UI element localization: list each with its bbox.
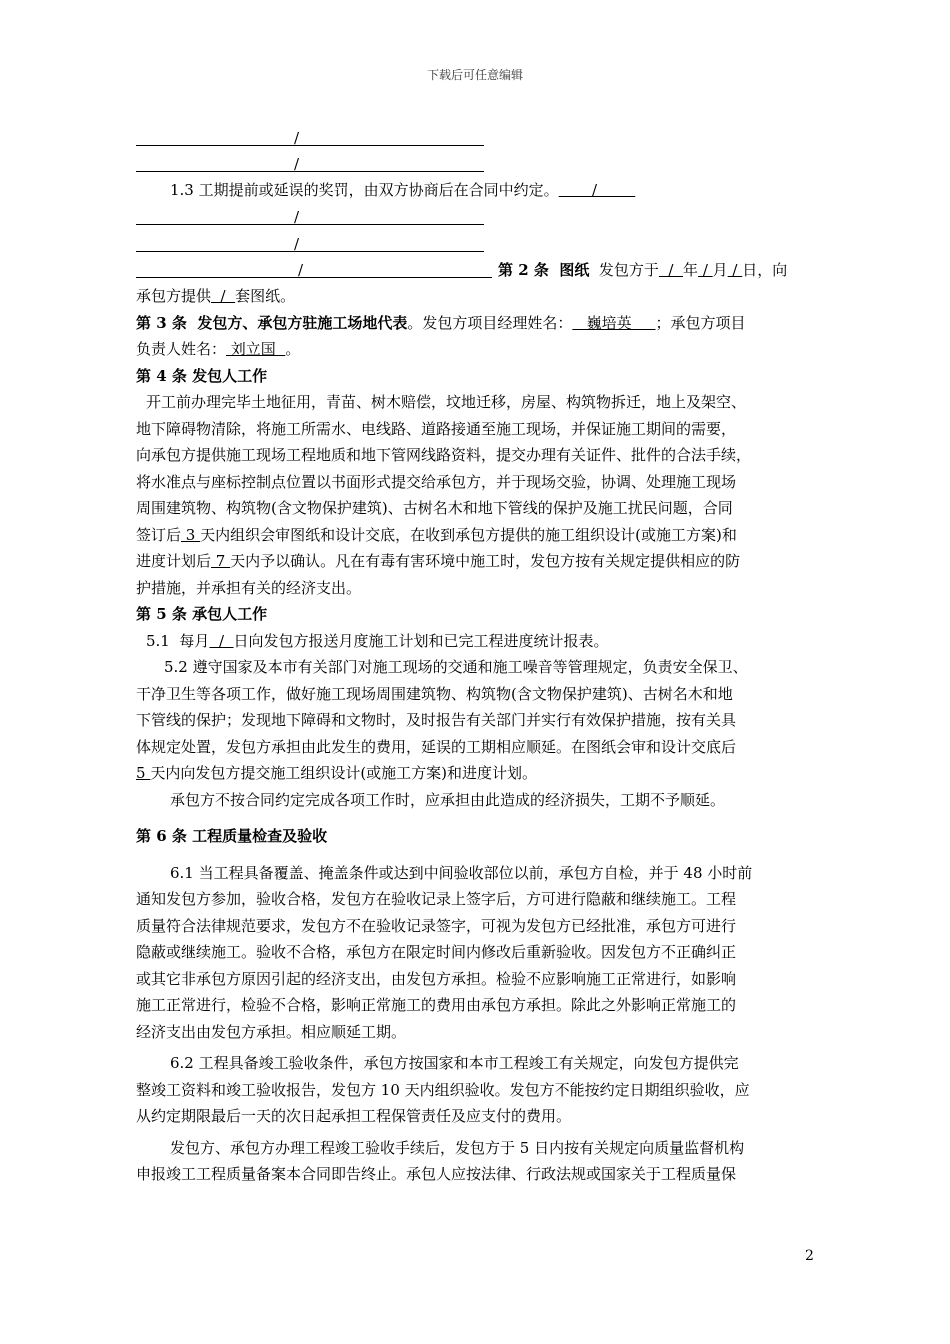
- paragraph-line: 进度计划后 7 天内予以确认。凡在有毒有害环境中施工时，发包方按有关规定提供相应的防: [136, 552, 741, 570]
- blank-line: [136, 151, 816, 178]
- paragraph-line: 施工正常进行，检验不合格，影响正常施工的费用由承包方承担。除此之外影响正常施工的: [136, 996, 737, 1014]
- paragraph-line: 申报竣工工程质量备案本合同即告终止。承包人应按法律、行政法规或国家关于工程质量保: [136, 1165, 737, 1183]
- paragraph-line: 签订后 3 天内组织会审图纸和设计交底，在收到承包方提供的施工组织设计(或施工方案)和: [136, 525, 737, 544]
- blank-slash: /: [294, 155, 300, 173]
- blank-line: [136, 230, 816, 257]
- clause-5-1: 5.1 每月 / 日向发包方报送月度施工计划和已完工程进度统计报表。: [146, 631, 609, 650]
- blank-field: /: [558, 181, 636, 199]
- paragraph-line: 护措施，并承担有关的经济支出。: [136, 578, 362, 597]
- blank-slash: /: [294, 128, 300, 147]
- clause-6-title: 第 6 条 工程质量检查及验收: [136, 827, 328, 845]
- contractor-rep-name: 刘立国: [226, 340, 286, 358]
- paragraph-line: 周围建筑物、构筑物(含文物保护建筑)、古树名木和地下管线的保护及施工扰民问题，合同: [136, 499, 733, 517]
- paragraph-line: 发包方、承包方办理工程竣工验收手续后，发包方于 5 日内按有关规定向质量监督机构: [170, 1138, 745, 1157]
- paragraph-line: 干净卫生等各项工作，做好施工现场周围建筑物、构筑物(含文物保护建筑)、古树名木和地: [136, 684, 733, 703]
- paragraph-line: 6.2 工程具备竣工验收条件，承包方按国家和本市工程竣工有关规定，向发包方提供完: [170, 1054, 739, 1072]
- blank-line: [136, 124, 816, 151]
- clause-2-title: 第 2 条 图纸: [498, 260, 590, 279]
- blank-slash: /: [298, 261, 304, 279]
- paragraph-line: 经济支出由发包方承担。相应顺延工期。: [136, 1022, 407, 1041]
- paragraph-line: 开工前办理完毕土地征用，青苗、树木赔偿，坟地迁移，房屋、构筑物拆迁，地上及架空、: [146, 393, 747, 411]
- blank-slash: /: [294, 208, 300, 226]
- paragraph-line: 5.2 遵守国家及本市有关部门对施工现场的交通和施工噪音等管理规定，负责安全保卫、: [164, 658, 748, 676]
- project-manager-name: 巍培英: [572, 313, 656, 332]
- clause-3-title: 第 3 条 发包方、承包方驻施工场地代表: [136, 313, 408, 332]
- clause-1-3: 1.3 工期提前或延误的奖罚，由双方协商后在合同中约定。 /: [170, 181, 636, 199]
- clause-2-line: / 第 2 条 图纸 发包方于 / 年 / 月 / 日，向: [136, 257, 816, 284]
- paragraph-line: 通知发包方参加，验收合格，发包方在验收记录上签字后，方可进行隐蔽和继续施工。工程: [136, 890, 737, 908]
- paragraph-line: 整竣工资料和竣工验收报告，发包方 10 天内组织验收。发包方不能按约定日期组织验收，应: [136, 1080, 750, 1099]
- paragraph-line: 体规定处置，发包方承担由此发生的费用，延误的工期相应顺延。在图纸会审和设计交底后: [136, 737, 737, 756]
- paragraph-line: 6.1 当工程具备覆盖、掩盖条件或达到中间验收部位以前，承包方自检，并于 48 小时前: [170, 863, 753, 882]
- blank-line: [136, 204, 816, 231]
- page-header: 下载后可任意编辑: [426, 68, 523, 82]
- document-body: [136, 124, 816, 1188]
- clause-5-title: 第 5 条 承包人工作: [136, 605, 268, 623]
- blank-slash: /: [294, 234, 300, 253]
- paragraph-line: 或其它非承包方原因引起的经济支出，由发包方承担。检验不应影响施工正常进行，如影响: [136, 969, 737, 988]
- clause-2-line-2: 承包方提供 / 套图纸。: [136, 287, 296, 305]
- clause-4-title: 第 4 条 发包人工作: [136, 366, 268, 385]
- paragraph-line: 将水准点与座标控制点位置以书面形式提交给承包方，并于现场交验，协调、处理施工现场: [136, 472, 737, 491]
- clause-3: 第 3 条 发包方、承包方驻施工场地代表。发包方项目经理姓名： 巍培英 ；承包方项目: [136, 313, 746, 332]
- paragraph-line: 承包方不按合同约定完成各项工作时，应承担由此造成的经济损失，工期不予顺延。: [170, 790, 726, 809]
- clause-3-line-2: 负责人姓名： 刘立国 。: [136, 340, 301, 358]
- paragraph-line: 5 天内向发包方提交施工组织设计(或施工方案)和进度计划。: [136, 764, 538, 782]
- page-number: 2: [805, 1248, 814, 1264]
- paragraph-line: 地下障碍物清除，将施工所需水、电线路、道路接通至施工现场，并保证施工期间的需要，: [136, 419, 737, 438]
- paragraph-line: 隐蔽或继续施工。验收不合格，承包方在限定时间内修改后重新验收。因发包方不正确纠正: [136, 943, 737, 961]
- paragraph-line: 向承包方提供施工现场工程地质和地下管网线路资料，提交办理有关证件、批件的合法手续，: [136, 446, 752, 464]
- paragraph-line: 下管线的保护；发现地下障碍和文物时，及时报告有关部门并实行有效保护措施，按有关具: [136, 711, 737, 729]
- paragraph-line: 从约定期限最后一天的次日起承担工程保管责任及应支付的费用。: [136, 1107, 572, 1125]
- paragraph-line: 质量符合法律规范要求，发包方不在验收记录签字，可视为发包方已经批准，承包方可进行: [136, 916, 737, 935]
